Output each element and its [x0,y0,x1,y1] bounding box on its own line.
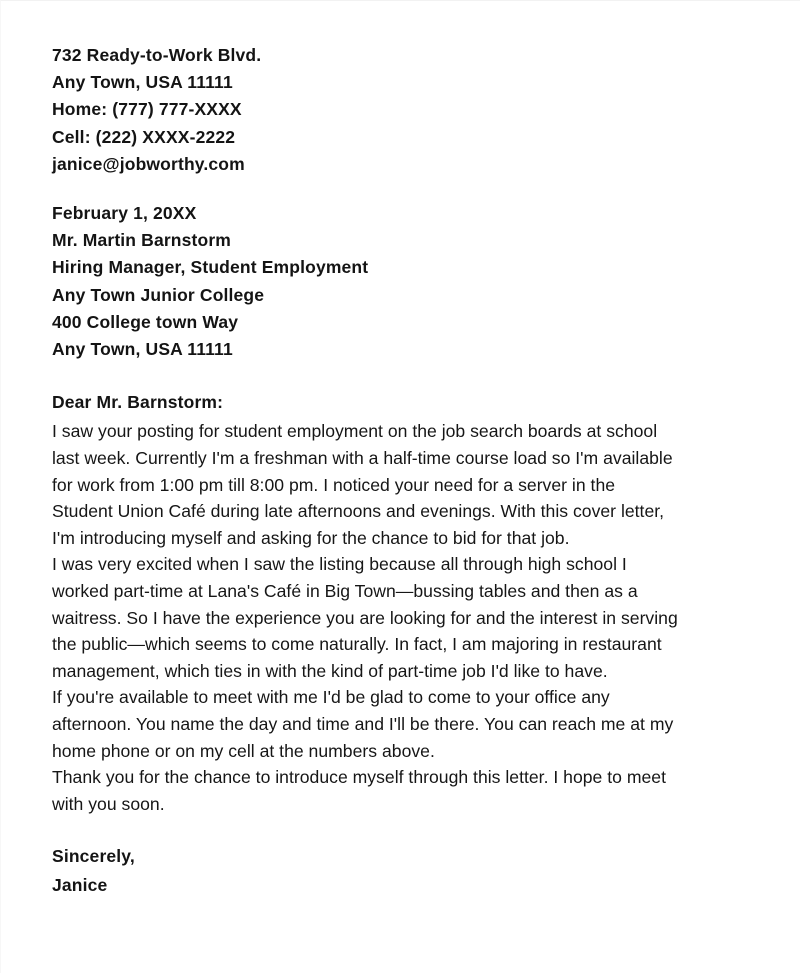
sender-address-line: 732 Ready-to-Work Blvd. [52,45,262,65]
body-paragraph [52,551,747,684]
sender-phone-cell: Cell: (222) XXXX-2222 [52,126,236,147]
body-line: the public—which seems to come naturally. In fact, I am majoring in restaurant [52,634,662,655]
body-line: I was very excited when I saw the listing because all through high school I [52,554,627,575]
body-line: Thank you for the chance to introduce myself through this letter. I hope to meet [52,767,666,788]
body-line: home phone or on my cell at the numbers above. [52,740,435,761]
body-line: Student Union Café during late afternoons and evenings. With this cover letter, [52,501,665,522]
sender-address-line: Any Town, USA 11111 [52,72,233,93]
recipient-street: 400 College town Way [52,311,239,332]
salutation: Dear Mr. Barnstorm: [52,392,224,413]
recipient-organization: Any Town Junior College [52,284,265,305]
body-line: worked part-time at Lana's Café in Big Town—bussing tables and then as a [52,581,638,601]
recipient-city-state-zip: Any Town, USA 11111 [52,339,233,360]
body-line: with you soon. [52,793,165,814]
body-line: I'm introducing myself and asking for the chance to bid for that job. [52,527,570,548]
date-and-recipient-block [52,200,747,363]
letter-date: February 1, 20XX [52,203,197,224]
spacer [52,178,747,200]
body-line: waitress. So I have the experience you are looking for and the interest in serving [52,607,678,628]
body-paragraph [52,684,747,764]
body-line: afternoon. You name the day and time and I'll be there. You can reach me at my [52,713,674,734]
sender-address-block [52,42,747,178]
body-line: I saw your posting for student employment on the job search boards at school [52,421,658,442]
recipient-name: Mr. Martin Barnstorm [52,230,231,251]
signature-name: Janice [52,874,108,895]
body-paragraph [52,764,747,817]
body-line: management, which ties in with the kind of part-time job I'd like to have. [52,660,608,681]
closing-block [52,843,747,898]
body-line: If you're available to meet with me I'd be glad to come to your office any [52,687,610,708]
spacer [52,363,747,389]
body-line: for work from 1:00 pm till 8:00 pm. I noticed your need for a server in the [52,474,616,495]
body-line: last week. Currently I'm a freshman with a half-time course load so I'm available [52,448,673,469]
recipient-title: Hiring Manager, Student Employment [52,257,369,278]
sender-email: janice@jobworthy.com [52,153,245,174]
letter-content [52,42,747,899]
body-paragraph [52,418,747,551]
valediction: Sincerely, [52,846,135,867]
sender-phone-home: Home: (777) 777-XXXX [52,99,242,120]
spacer [52,817,747,843]
letter-body [52,418,747,817]
